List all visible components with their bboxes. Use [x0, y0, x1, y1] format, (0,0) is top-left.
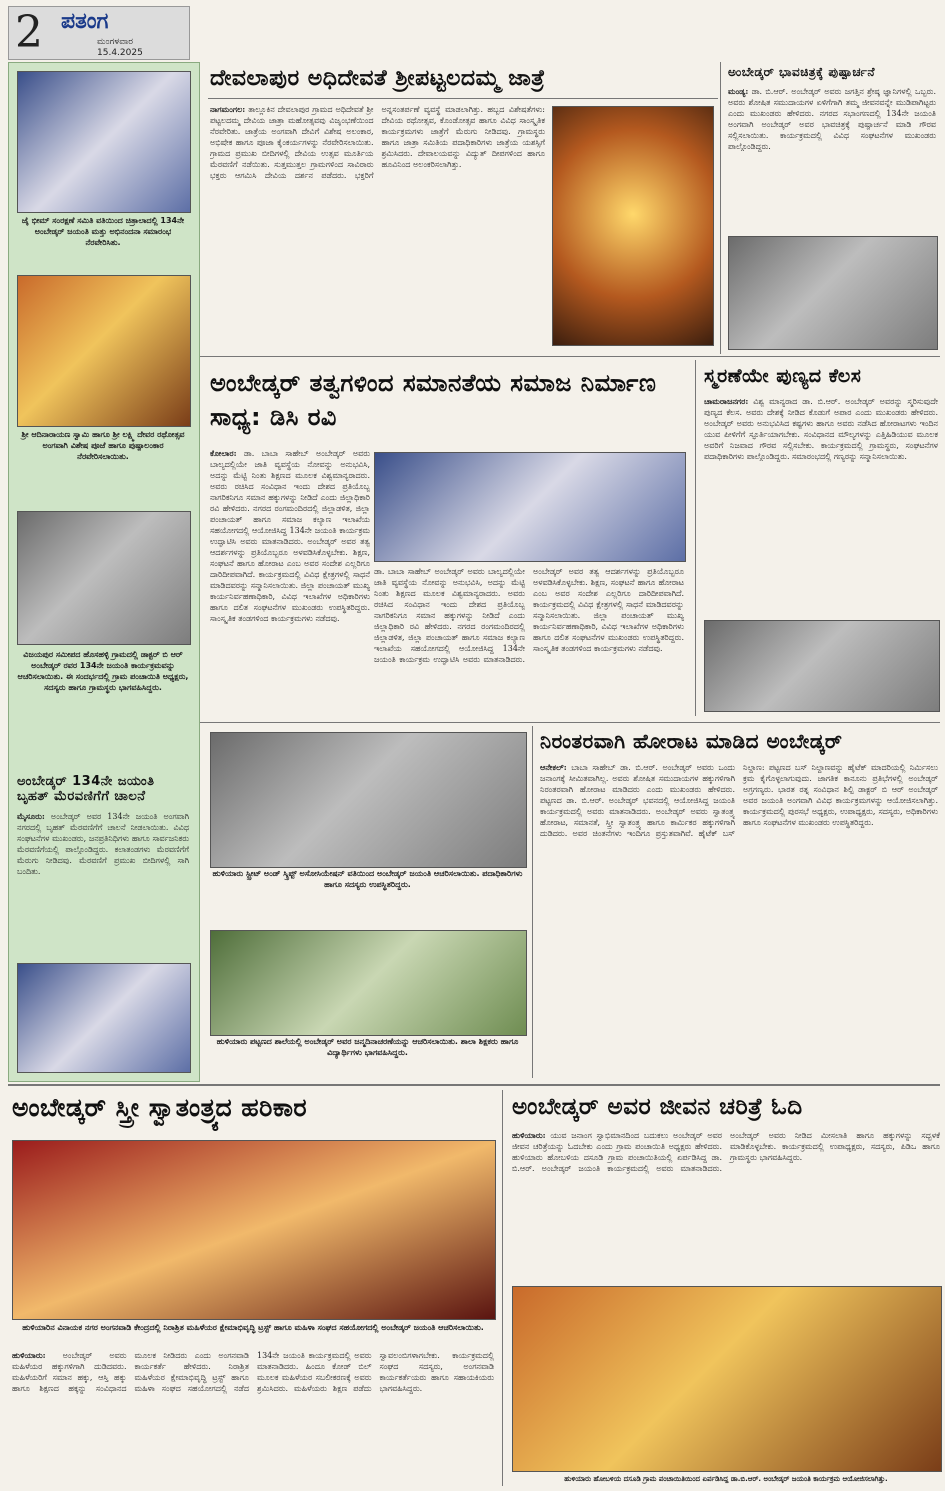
story4-text: ವಿಶ್ವ ಮಾನ್ಯರಾದ ಡಾ. ಬಿ.ಆರ್. ಅಂಬೇಡ್ಕರ್ ಅವರನ್ನು ಸ್ಮರಿಸುವುದೇ ಪುಣ್ಯದ ಕೆಲಸ. ಅವರು ದೇಶಕ್ಕೆ ನೀಡಿದ ಕೊಡುಗೆ ಅಪಾರ ಎಂದು ಮುಖಂಡರು ಹೇಳಿದರು. ಅಂಬೇಡ್ಕರ್ ಅವರು ಅನುಭವಿಸಿದ ಕಷ್ಟಗಳು ಹಾಗೂ ಅವರು ನಡೆಸಿದ ಹೋರಾಟಗಳು ಇಂದಿನ ಯುವ ಪೀಳಿಗೆಗೆ ಸ್ಫೂರ್ತಿಯಾಗಬೇಕು. ಸಂವಿಧಾನದ ಮೌಲ್ಯಗಳನ್ನು ಎತ್ತಿಹಿಡಿಯುವ ಮೂಲಕ ಅವರಿಗೆ ನಿಜವಾದ ಗೌರವ ಸಲ್ಲಿಸಬೇಕು. ಕಾರ್ಯಕ್ರಮದಲ್ಲಿ ಗ್ರಾಮಸ್ಥರು, ಸಂಘಟನೆಗಳ ಪದಾಧಿಕಾರಿಗಳು ಪಾಲ್ಗೊಂಡಿದ್ದರು. ಸಮಾರಂಭದಲ್ಲಿ ಗಣ್ಯರನ್ನು ಸನ್ಮಾನಿಸಲಾಯಿತು.	[704, 397, 938, 461]
story8-headline: ಅಂಬೇಡ್ಕರ್ ಅವರ ಜೀವನ ಚರಿತ್ರೆ ಓದಿ	[512, 1094, 803, 1120]
story5-photo-2	[210, 930, 527, 1036]
story7-photo	[12, 1140, 496, 1320]
story1-text: ತಾಲ್ಲೂಕಿನ ದೇವಲಾಪುರ ಗ್ರಾಮದ ಅಧಿದೇವತೆ ಶ್ರೀ ಪಟ್ಟಲದಮ್ಮ ದೇವಿಯ ಜಾತ್ರಾ ಮಹೋತ್ಸವವು ವಿಜೃಂಭಣೆಯಿಂದ ನೆರವೇರಿತು. ಜಾತ್ರೆಯ ಅಂಗವಾಗಿ ದೇವಿಗೆ ವಿಶೇಷ ಅಲಂಕಾರ, ಅಭಿಷೇಕ ಹಾಗೂ ಪೂಜಾ ಕೈಂಕರ್ಯಗಳನ್ನು ನೆರವೇರಿಸಲಾಯಿತು. ಗ್ರಾಮದ ಪ್ರಮುಖ ಬೀದಿಗಳಲ್ಲಿ ದೇವಿಯ ಉತ್ಸವ ಮೂರ್ತಿಯ ಮೆರವಣಿಗೆ ನಡೆಯಿತು. ಸುತ್ತಮುತ್ತಲ ಗ್ರಾಮಗಳಿಂದ ಸಾವಿರಾರು ಭಕ್ತರು ಆಗಮಿಸಿ ದೇವಿಯ ದರ್ಶನ ಪಡೆದರು. ಭಕ್ತರಿಗೆ ಅನ್ನಸಂತರ್ಪಣೆ ವ್ಯವಸ್ಥೆ ಮಾಡಲಾಗಿತ್ತು. ಹಬ್ಬದ ವಿಶೇಷತೆಗಳು: ದೇವಿಯ ರಥೋತ್ಸವ, ಕೊಂಡೋತ್ಸವ ಹಾಗೂ ವಿವಿಧ ಸಾಂಸ್ಕೃತಿಕ ಕಾರ್ಯಕ್ರಮಗಳು ಜಾತ್ರೆಗೆ ಮೆರುಗು ನೀಡಿದವು. ಗ್ರಾಮಸ್ಥರು ಹಾಗೂ ಜಾತ್ರಾ ಸಮಿತಿಯ ಪದಾಧಿಕಾರಿಗಳು ಜಾತ್ರೆಯ ಯಶಸ್ಸಿಗೆ ಶ್ರಮಿಸಿದರು. ದೇವಾಲಯವನ್ನು ವಿದ್ಯುತ್ ದೀಪಗಳಿಂದ ಹಾಗೂ ಹೂವಿನಿಂದ ಅಲಂಕರಿಸಲಾಗಿತ್ತು.	[210, 105, 545, 180]
divider	[200, 722, 940, 723]
issue-day: ಮಂಗಳವಾರ	[97, 37, 134, 47]
story1-dateline: ನಾಗಮಂಗಲ:	[210, 104, 246, 114]
page-number: 2	[15, 7, 43, 58]
story8-photo	[512, 1286, 942, 1472]
sidebar-photo-1	[17, 71, 191, 213]
story1-headline: ದೇವಲಾಪುರ ಅಧಿದೇವತೆ ಶ್ರೀಪಟ್ಟಲದಮ್ಮ ಜಾತ್ರೆ	[210, 66, 546, 91]
story2-body	[728, 86, 936, 228]
story5-caption-1: ಹುಳಿಯಾರು ಸ್ಟ್ರೀಟ್ ಅಂಡ್ ಸ್ಕ್ರಿಪ್ಟ್ ಅಸೋಸಿಯೇಷನ್ ವತಿಯಿಂದ ಅಂಬೇಡ್ಕರ್ ಜಯಂತಿ ಆಚರಿಸಲಾಯಿತು. ಪದಾಧಿಕಾರಿಗಳು ಹಾಗೂ ಸದಸ್ಯರು ಉಪಸ್ಥಿತರಿದ್ದರು.	[212, 869, 523, 889]
divider	[208, 98, 718, 99]
story8-dateline: ಹುಳಿಯಾರು:	[512, 1130, 546, 1140]
story7-body	[12, 1350, 494, 1484]
story4-headline: ಸ್ಮರಣೆಯೇ ಪುಣ್ಯದ ಕೆಲಸ	[704, 365, 862, 387]
sidebar-caption-3: ವಿಜಯಪುರ ಸಮೀಪದ ಹೊಸಹಳ್ಳಿ ಗ್ರಾಮದಲ್ಲಿ ಡಾಕ್ಟರ್ ಬಿ ಆರ್ ಅಂಬೇಡ್ಕರ್ ರವರ 134ನೇ ಜಯಂತಿ ಕಾರ್ಯಕ್ರಮವನ್ನು ಆಚರಿಸಲಾಯಿತು. ಈ ಸಂದರ್ಭದಲ್ಲಿ ಗ್ರಾಮ ಪಂಚಾಯಿತಿ ಅಧ್ಯಕ್ಷರು, ಸದಸ್ಯರು ಹಾಗೂ ಗ್ರಾಮಸ್ಥರು ಭಾಗವಹಿಸಿದ್ದರು.	[17, 650, 189, 692]
sidebar-story-dateline: ಮೈಸೂರು:	[17, 811, 45, 821]
story7-caption: ಹುಳಿಯಾರಿನ ವಿನಾಯಕ ನಗರ ಅಂಗನವಾಡಿ ಕೇಂದ್ರದಲ್ಲಿ ನಿರಾಶ್ರಿತ ಮಹಿಳೆಯರ ಕ್ಷೇಮಾಭಿವೃದ್ಧಿ ಟ್ರಸ್ಟ್ ಹಾಗೂ ಮಹಿಳಾ ಸಂಘದ ಸಹಯೋಗದಲ್ಲಿ ಅಂಬೇಡ್ಕರ್ ಜಯಂತಿ ಆಚರಿಸಲಾಯಿತು.	[22, 1323, 484, 1332]
story8-text: ಯುವ ಜನಾಂಗ ಸ್ವಾಭಿಮಾನದಿಂದ ಬದುಕಲು ಅಂಬೇಡ್ಕರ್ ಅವರ ಜೀವನ ಚರಿತ್ರೆಯನ್ನು ಓದಬೇಕು ಎಂದು ಗ್ರಾಮ ಪಂಚಾಯಿತಿ ಅಧ್ಯಕ್ಷರು ಹೇಳಿದರು. ಹುಳಿಯಾರು ಹೋಬಳಿಯ ದಸೂಡಿ ಗ್ರಾಮ ಪಂಚಾಯಿತಿಯಲ್ಲಿ ಏರ್ಪಡಿಸಿದ್ದ ಡಾ. ಬಿ.ಆರ್. ಅಂಬೇಡ್ಕರ್ ಜಯಂತಿ ಕಾರ್ಯಕ್ರಮದಲ್ಲಿ ಅವರು ಮಾತನಾಡಿದರು. ಅಂಬೇಡ್ಕರ್ ಅವರು ನೀಡಿದ ಮೀಸಲಾತಿ ಹಾಗೂ ಹಕ್ಕುಗಳನ್ನು ಸದ್ಬಳಕೆ ಮಾಡಿಕೊಳ್ಳಬೇಕು. ಕಾರ್ಯಕ್ರಮದಲ್ಲಿ ಉಪಾಧ್ಯಕ್ಷರು, ಸದಸ್ಯರು, ಪಿಡಿಒ ಹಾಗೂ ಗ್ರಾಮಸ್ಥರು ಭಾಗವಹಿಸಿದ್ದರು.	[512, 1131, 940, 1173]
story3-headline: ಅಂಬೇಡ್ಕರ್ ತತ್ವಗಳಿಂದ ಸಮಾನತೆಯ ಸಮಾಜ ನಿರ್ಮಾಣ ಸಾಧ್ಯ: ಡಿಸಿ ರವಿ	[210, 369, 657, 431]
divider	[200, 356, 940, 357]
story7-headline: ಅಂಬೇಡ್ಕರ್ ಸ್ತ್ರೀ ಸ್ವಾತಂತ್ರ್ಯದ ಹರಿಕಾರ	[12, 1093, 308, 1122]
story7-dateline: ಹುಳಿಯಾರು:	[12, 1350, 46, 1360]
story6-dateline: ಆನೇಕಲ್:	[540, 762, 567, 772]
masthead	[8, 6, 190, 60]
divider	[532, 726, 533, 1078]
divider	[695, 360, 696, 716]
story8-caption: ಹುಳಿಯಾರು ಹೋಬಳಿಯ ದಸೂಡಿ ಗ್ರಾಮ ಪಂಚಾಯಿತಿಯಿಂದ ಏರ್ಪಡಿಸಿದ್ದ ಡಾ.ಬಿ.ಆರ್. ಅಂಬೇಡ್ಕರ್ ಜಯಂತಿ ಕಾರ್ಯಕ್ರಮ ಆಯೋಜಿಸಲಾಗಿತ್ತು.	[564, 1475, 888, 1483]
sidebar-photo-2	[17, 275, 191, 427]
divider	[720, 62, 721, 354]
sidebar-story-headline: ಅಂಬೇಡ್ಕರ್ 134ನೇ ಜಯಂತಿ ಬೃಹತ್ ಮೆರವಣಿಗೆಗೆ ಚಾಲನೆ	[17, 774, 155, 804]
story4-photo	[704, 620, 940, 712]
story3-dateline: ಕೋಲಾರ:	[210, 448, 237, 458]
sidebar-caption-2: ಶ್ರೀ ಆದಿನಾರಾಯಣ ಸ್ವಾಮಿ ಹಾಗೂ ಶ್ರೀ ಲಕ್ಷ್ಮಿ ದೇವರ ರಥೋತ್ಸವ ಅಂಗವಾಗಿ ವಿಶೇಷ ಪೂಜೆ ಹಾಗೂ ಪುಷ್ಪಾಲಂಕಾರ ನೆರವೇರಿಸಲಾಯಿತು.	[21, 430, 185, 461]
story5-photo-1	[210, 732, 527, 868]
story2-photo	[728, 236, 938, 350]
story1-body	[210, 104, 545, 342]
sidebar-story-body	[17, 811, 189, 961]
sidebar-story-text: ಅಂಬೇಡ್ಕರ್ ಅವರ 134ನೇ ಜಯಂತಿ ಅಂಗವಾಗಿ ನಗರದಲ್ಲಿ ಬೃಹತ್ ಮೆರವಣಿಗೆಗೆ ಚಾಲನೆ ನೀಡಲಾಯಿತು. ವಿವಿಧ ಸಂಘಟನೆಗಳ ಮುಖಂಡರು, ಜನಪ್ರತಿನಿಧಿಗಳು ಹಾಗೂ ಸಾರ್ವಜನಿಕರು ಮೆರವಣಿಗೆಯಲ್ಲಿ ಪಾಲ್ಗೊಂಡಿದ್ದರು. ಕಲಾತಂಡಗಳು ಮೆರವಣಿಗೆಗೆ ಮೆರುಗು ನೀಡಿದವು. ಮೆರವಣಿಗೆ ಪ್ರಮುಖ ಬೀದಿಗಳಲ್ಲಿ ಸಾಗಿ ಬಂದಿತು.	[17, 812, 189, 876]
story3-text: ಡಾ. ಬಾಬಾ ಸಾಹೇಬ್ ಅಂಬೇಡ್ಕರ್ ಅವರು ಬಾಲ್ಯದಲ್ಲಿಯೇ ಜಾತಿ ವ್ಯವಸ್ಥೆಯ ನೋವನ್ನು ಅನುಭವಿಸಿ, ಅದನ್ನು ಮೆಟ್ಟಿ ನಿಂತು ಶಿಕ್ಷಣದ ಮೂಲಕ ವಿಶ್ವಮಾನ್ಯರಾದರು. ಅವರು ರಚಿಸಿದ ಸಂವಿಧಾನ ಇಂದು ದೇಶದ ಪ್ರತಿಯೊಬ್ಬ ನಾಗರಿಕನಿಗೂ ಸಮಾನ ಹಕ್ಕುಗಳನ್ನು ನೀಡಿದೆ ಎಂದು ಜಿಲ್ಲಾಧಿಕಾರಿ ರವಿ ಹೇಳಿದರು. ನಗರದ ರಂಗಮಂದಿರದಲ್ಲಿ ಜಿಲ್ಲಾಡಳಿತ, ಜಿಲ್ಲಾ ಪಂಚಾಯತ್ ಹಾಗೂ ಸಮಾಜ ಕಲ್ಯಾಣ ಇಲಾಖೆಯ ಸಹಯೋಗದಲ್ಲಿ ಆಯೋಜಿಸಿದ್ದ 134ನೇ ಜಯಂತಿ ಕಾರ್ಯಕ್ರಮ ಉದ್ಘಾಟಿಸಿ ಅವರು ಮಾತನಾಡಿದರು. ಅಂಬೇಡ್ಕರ್ ಅವರ ತತ್ವ ಆದರ್ಶಗಳನ್ನು ಪ್ರತಿಯೊಬ್ಬರೂ ಅಳವಡಿಸಿಕೊಳ್ಳಬೇಕು. ಶಿಕ್ಷಣ, ಸಂಘಟನೆ ಹಾಗೂ ಹೋರಾಟ ಎಂಬ ಅವರ ಸಂದೇಶ ಎಲ್ಲರಿಗೂ ದಾರಿದೀಪವಾಗಿದೆ. ಕಾರ್ಯಕ್ರಮದಲ್ಲಿ ವಿವಿಧ ಕ್ಷೇತ್ರಗಳಲ್ಲಿ ಸಾಧನೆ ಮಾಡಿದವರನ್ನು ಸನ್ಮಾನಿಸಲಾಯಿತು. ಜಿಲ್ಲಾ ಪಂಚಾಯತ್ ಮುಖ್ಯ ಕಾರ್ಯನಿರ್ವಹಣಾಧಿಕಾರಿ, ವಿವಿಧ ಇಲಾಖೆಗಳ ಅಧಿಕಾರಿಗಳು ಹಾಗೂ ದಲಿತ ಸಂಘಟನೆಗಳ ಮುಖಂಡರು ಉಪಸ್ಥಿತರಿದ್ದರು. ಸಾಂಸ್ಕೃತಿಕ ತಂಡಗಳಿಂದ ಕಾರ್ಯಕ್ರಮಗಳು ನಡೆದವು.	[210, 449, 370, 623]
story3-body-right: ಡಾ. ಬಾಬಾ ಸಾಹೇಬ್ ಅಂಬೇಡ್ಕರ್ ಅವರು ಬಾಲ್ಯದಲ್ಲಿಯೇ ಜಾತಿ ವ್ಯವಸ್ಥೆಯ ನೋವನ್ನು ಅನುಭವಿಸಿ, ಅದನ್ನು ಮೆಟ್ಟಿ ನಿಂತು ಶಿಕ್ಷಣದ ಮೂಲಕ ವಿಶ್ವಮಾನ್ಯರಾದರು. ಅವರು ರಚಿಸಿದ ಸಂವಿಧಾನ ಇಂದು ದೇಶದ ಪ್ರತಿಯೊಬ್ಬ ನಾಗರಿಕನಿಗೂ ಸಮಾನ ಹಕ್ಕುಗಳನ್ನು ನೀಡಿದೆ ಎಂದು ಜಿಲ್ಲಾಧಿಕಾರಿ ರವಿ ಹೇಳಿದರು. ನಗರದ ರಂಗಮಂದಿರದಲ್ಲಿ ಜಿಲ್ಲಾಡಳಿತ, ಜಿಲ್ಲಾ ಪಂಚಾಯತ್ ಹಾಗೂ ಸಮಾಜ ಕಲ್ಯಾಣ ಇಲಾಖೆಯ ಸಹಯೋಗದಲ್ಲಿ ಆಯೋಜಿಸಿದ್ದ 134ನೇ ಜಯಂತಿ ಕಾರ್ಯಕ್ರಮ ಉದ್ಘಾಟಿಸಿ ಅವರು ಮಾತನಾಡಿದರು. ಅಂಬೇಡ್ಕರ್ ಅವರ ತತ್ವ ಆದರ್ಶಗಳನ್ನು ಪ್ರತಿಯೊಬ್ಬರೂ ಅಳವಡಿಸಿಕೊಳ್ಳಬೇಕು. ಶಿಕ್ಷಣ, ಸಂಘಟನೆ ಹಾಗೂ ಹೋರಾಟ ಎಂಬ ಅವರ ಸಂದೇಶ ಎಲ್ಲರಿಗೂ ದಾರಿದೀಪವಾಗಿದೆ. ಕಾರ್ಯಕ್ರಮದಲ್ಲಿ ವಿವಿಧ ಕ್ಷೇತ್ರಗಳಲ್ಲಿ ಸಾಧನೆ ಮಾಡಿದವರನ್ನು ಸನ್ಮಾನಿಸಲಾಯಿತು. ಜಿಲ್ಲಾ ಪಂಚಾಯತ್ ಮುಖ್ಯ ಕಾರ್ಯನಿರ್ವಹಣಾಧಿಕಾರಿ, ವಿವಿಧ ಇಲಾಖೆಗಳ ಅಧಿಕಾರಿಗಳು ಹಾಗೂ ದಲಿತ ಸಂಘಟನೆಗಳ ಮುಖಂಡರು ಉಪಸ್ಥಿತರಿದ್ದರು. ಸಾಂಸ್ಕೃತಿಕ ತಂಡಗಳಿಂದ ಕಾರ್ಯಕ್ರಮಗಳು ನಡೆದವು.	[374, 567, 684, 664]
story8-body	[512, 1130, 940, 1280]
story4-body	[704, 396, 938, 612]
story1-photo	[552, 106, 714, 346]
story7-text: ಅಂಬೇಡ್ಕರ್ ಅವರು ಮಹಿಳೆಯರ ಹಕ್ಕುಗಳಿಗಾಗಿ ದುಡಿದವರು. ಮಹಿಳೆಯರಿಗೆ ಸಮಾನ ಹಕ್ಕು, ಆಸ್ತಿ ಹಕ್ಕು ಹಾಗೂ ಶಿಕ್ಷಣದ ಹಕ್ಕನ್ನು ಸಂವಿಧಾನದ ಮೂಲಕ ನೀಡಿದರು ಎಂದು ಅಂಗನವಾಡಿ ಕಾರ್ಯಕರ್ತೆ ಹೇಳಿದರು. ನಿರಾಶ್ರಿತ ಮಹಿಳೆಯರ ಕ್ಷೇಮಾಭಿವೃದ್ಧಿ ಟ್ರಸ್ಟ್ ಹಾಗೂ ಮಹಿಳಾ ಸಂಘದ ಸಹಯೋಗದಲ್ಲಿ ನಡೆದ 134ನೇ ಜಯಂತಿ ಕಾರ್ಯಕ್ರಮದಲ್ಲಿ ಅವರು ಮಾತನಾಡಿದರು. ಹಿಂದೂ ಕೋಡ್ ಬಿಲ್ ಮೂಲಕ ಮಹಿಳೆಯರ ಸಬಲೀಕರಣಕ್ಕೆ ಅವರು ಶ್ರಮಿಸಿದರು. ಮಹಿಳೆಯರು ಶಿಕ್ಷಣ ಪಡೆದು ಸ್ವಾವಲಂಬಿಗಳಾಗಬೇಕು. ಕಾರ್ಯಕ್ರಮದಲ್ಲಿ ಸಂಘದ ಸದಸ್ಯರು, ಅಂಗನವಾಡಿ ಕಾರ್ಯಕರ್ತೆಯರು ಹಾಗೂ ಸಹಾಯಕಿಯರು ಭಾಗವಹಿಸಿದ್ದರು.	[12, 1351, 494, 1393]
story2-headline: ಅಂಬೇಡ್ಕರ್ ಭಾವಚಿತ್ರಕ್ಕೆ ಪುಷ್ಪಾರ್ಚನೆ	[728, 65, 875, 79]
left-sidebar	[8, 62, 200, 1082]
issue-date: 15.4.2025	[97, 48, 143, 58]
story3-body-left	[210, 448, 370, 716]
story4-dateline: ಚಾಮರಾಜನಗರ:	[704, 396, 749, 406]
sidebar-photo-4	[17, 963, 191, 1073]
story2-dateline: ಮಂಡ್ಯ:	[728, 86, 749, 96]
story5-caption-2: ಹುಳಿಯಾರು ಪಟ್ಟಣದ ಶಾಲೆಯಲ್ಲಿ ಅಂಬೇಡ್ಕರ್ ಅವರ ಜನ್ಮದಿನಾಚರಣೆಯನ್ನು ಆಚರಿಸಲಾಯಿತು. ಶಾಲಾ ಶಿಕ್ಷಕರು ಹಾಗೂ ವಿದ್ಯಾರ್ಥಿಗಳು ಭಾಗವಹಿಸಿದ್ದರು.	[216, 1037, 519, 1057]
sidebar-photo-3	[17, 511, 191, 645]
divider	[8, 1084, 940, 1086]
story6-headline: ನಿರಂತರವಾಗಿ ಹೋರಾಟ ಮಾಡಿದ ಅಂಬೇಡ್ಕರ್	[540, 729, 843, 753]
story2-text: ಡಾ. ಬಿ.ಆರ್. ಅಂಬೇಡ್ಕರ್ ಅವರು ಜಗತ್ತಿನ ಶ್ರೇಷ್ಠ ಜ್ಞಾನಿಗಳಲ್ಲಿ ಒಬ್ಬರು. ಅವರು ಶೋಷಿತ ಸಮುದಾಯಗಳ ಏಳಿಗೆಗಾಗಿ ತಮ್ಮ ಜೀವನವನ್ನೇ ಮುಡಿಪಾಗಿಟ್ಟರು ಎಂದು ಮುಖಂಡರು ಹೇಳಿದರು. ನಗರದ ಸಭಾಂಗಣದಲ್ಲಿ 134ನೇ ಜಯಂತಿ ಅಂಗವಾಗಿ ಅಂಬೇಡ್ಕರ್ ಅವರ ಭಾವಚಿತ್ರಕ್ಕೆ ಪುಷ್ಪಾರ್ಚನೆ ಮಾಡಿ ಗೌರವ ಸಲ್ಲಿಸಲಾಯಿತು. ಕಾರ್ಯಕ್ರಮದಲ್ಲಿ ವಿವಿಧ ಸಂಘಟನೆಗಳ ಮುಖಂಡರು ಪಾಲ್ಗೊಂಡಿದ್ದರು.	[728, 87, 936, 151]
paper-name: ಪತಂಗ	[61, 9, 109, 34]
story6-text: ಬಾಬಾ ಸಾಹೇಬ್ ಡಾ. ಬಿ.ಆರ್. ಅಂಬೇಡ್ಕರ್ ಅವರು ಒಂದು ಜನಾಂಗಕ್ಕೆ ಸೀಮಿತವಾಗಿಲ್ಲ. ಅವರು ಶೋಷಿತ ಸಮುದಾಯಗಳ ಹಕ್ಕುಗಳಿಗಾಗಿ ನಿರಂತರವಾಗಿ ಹೋರಾಟ ಮಾಡಿದರು ಎಂದು ಮುಖಂಡರು ಹೇಳಿದರು. ಪಟ್ಟಣದ ಡಾ. ಬಿ.ಆರ್. ಅಂಬೇಡ್ಕರ್ ಭವನದಲ್ಲಿ ಆಯೋಜಿಸಿದ್ದ ಜಯಂತಿ ಕಾರ್ಯಕ್ರಮದಲ್ಲಿ ಅವರು ಮಾತನಾಡಿದರು. ಅಂಬೇಡ್ಕರ್ ಅವರು ಸ್ವಾತಂತ್ರ್ಯ ಹೋರಾಟ, ಸಮಾನತೆ, ಸ್ತ್ರೀ ಸ್ವಾತಂತ್ರ್ಯ ಹಾಗೂ ಕಾರ್ಮಿಕರ ಹಕ್ಕುಗಳಿಗಾಗಿ ದುಡಿದರು. ಅವರ ಚಿಂತನೆಗಳು ಇಂದಿಗೂ ಪ್ರಸ್ತುತವಾಗಿವೆ. ಹೈಟೆಕ್ ಬಸ್ ನಿಲ್ದಾಣ: ಪಟ್ಟಣದ ಬಸ್ ನಿಲ್ದಾಣವನ್ನು ಹೈಟೆಕ್ ಮಾದರಿಯಲ್ಲಿ ನಿರ್ಮಿಸಲು ಕ್ರಮ ಕೈಗೊಳ್ಳಲಾಗುವುದು. ಜಾಗತಿಕ ಕಾನೂನು ಪ್ರತಿಭೆಗಳಲ್ಲಿ ಅಂಬೇಡ್ಕರ್ ಅಗ್ರಗಣ್ಯರು. ಭಾರತ ರತ್ನ ಸಂವಿಧಾನ ಶಿಲ್ಪಿ ಡಾಕ್ಟರ್ ಬಿ ಆರ್ ಅಂಬೇಡ್ಕರ್ ಅವರ ಜಯಂತಿ ಅಂಗವಾಗಿ ವಿವಿಧ ಕಾರ್ಯಕ್ರಮಗಳನ್ನು ಆಯೋಜಿಸಲಾಗಿತ್ತು. ಕಾರ್ಯಕ್ರಮದಲ್ಲಿ ಪುರಸಭೆ ಅಧ್ಯಕ್ಷರು, ಉಪಾಧ್ಯಕ್ಷರು, ಸದಸ್ಯರು, ಅಧಿಕಾರಿಗಳು ಹಾಗೂ ಸಂಘಟನೆಗಳ ಮುಖಂಡರು ಉಪಸ್ಥಿತರಿದ್ದರು.	[540, 763, 938, 838]
story3-photo	[374, 452, 686, 562]
divider	[502, 1090, 503, 1486]
sidebar-caption-1: ಜೈ ಭೀಮ್ ಸಂರಕ್ಷಣೆ ಸಮಿತಿ ವತಿಯಿಂದ ಚಿತ್ರಾಲಾದಲ್ಲಿ 134ನೇ ಅಂಬೇಡ್ಕರ್ ಜಯಂತಿ ಮತ್ತು ಅಭಿನಂದನಾ ಸಮಾರಂಭ ನೆರವೇರಿಸಿತು.	[21, 216, 185, 247]
story6-body	[540, 762, 938, 1076]
